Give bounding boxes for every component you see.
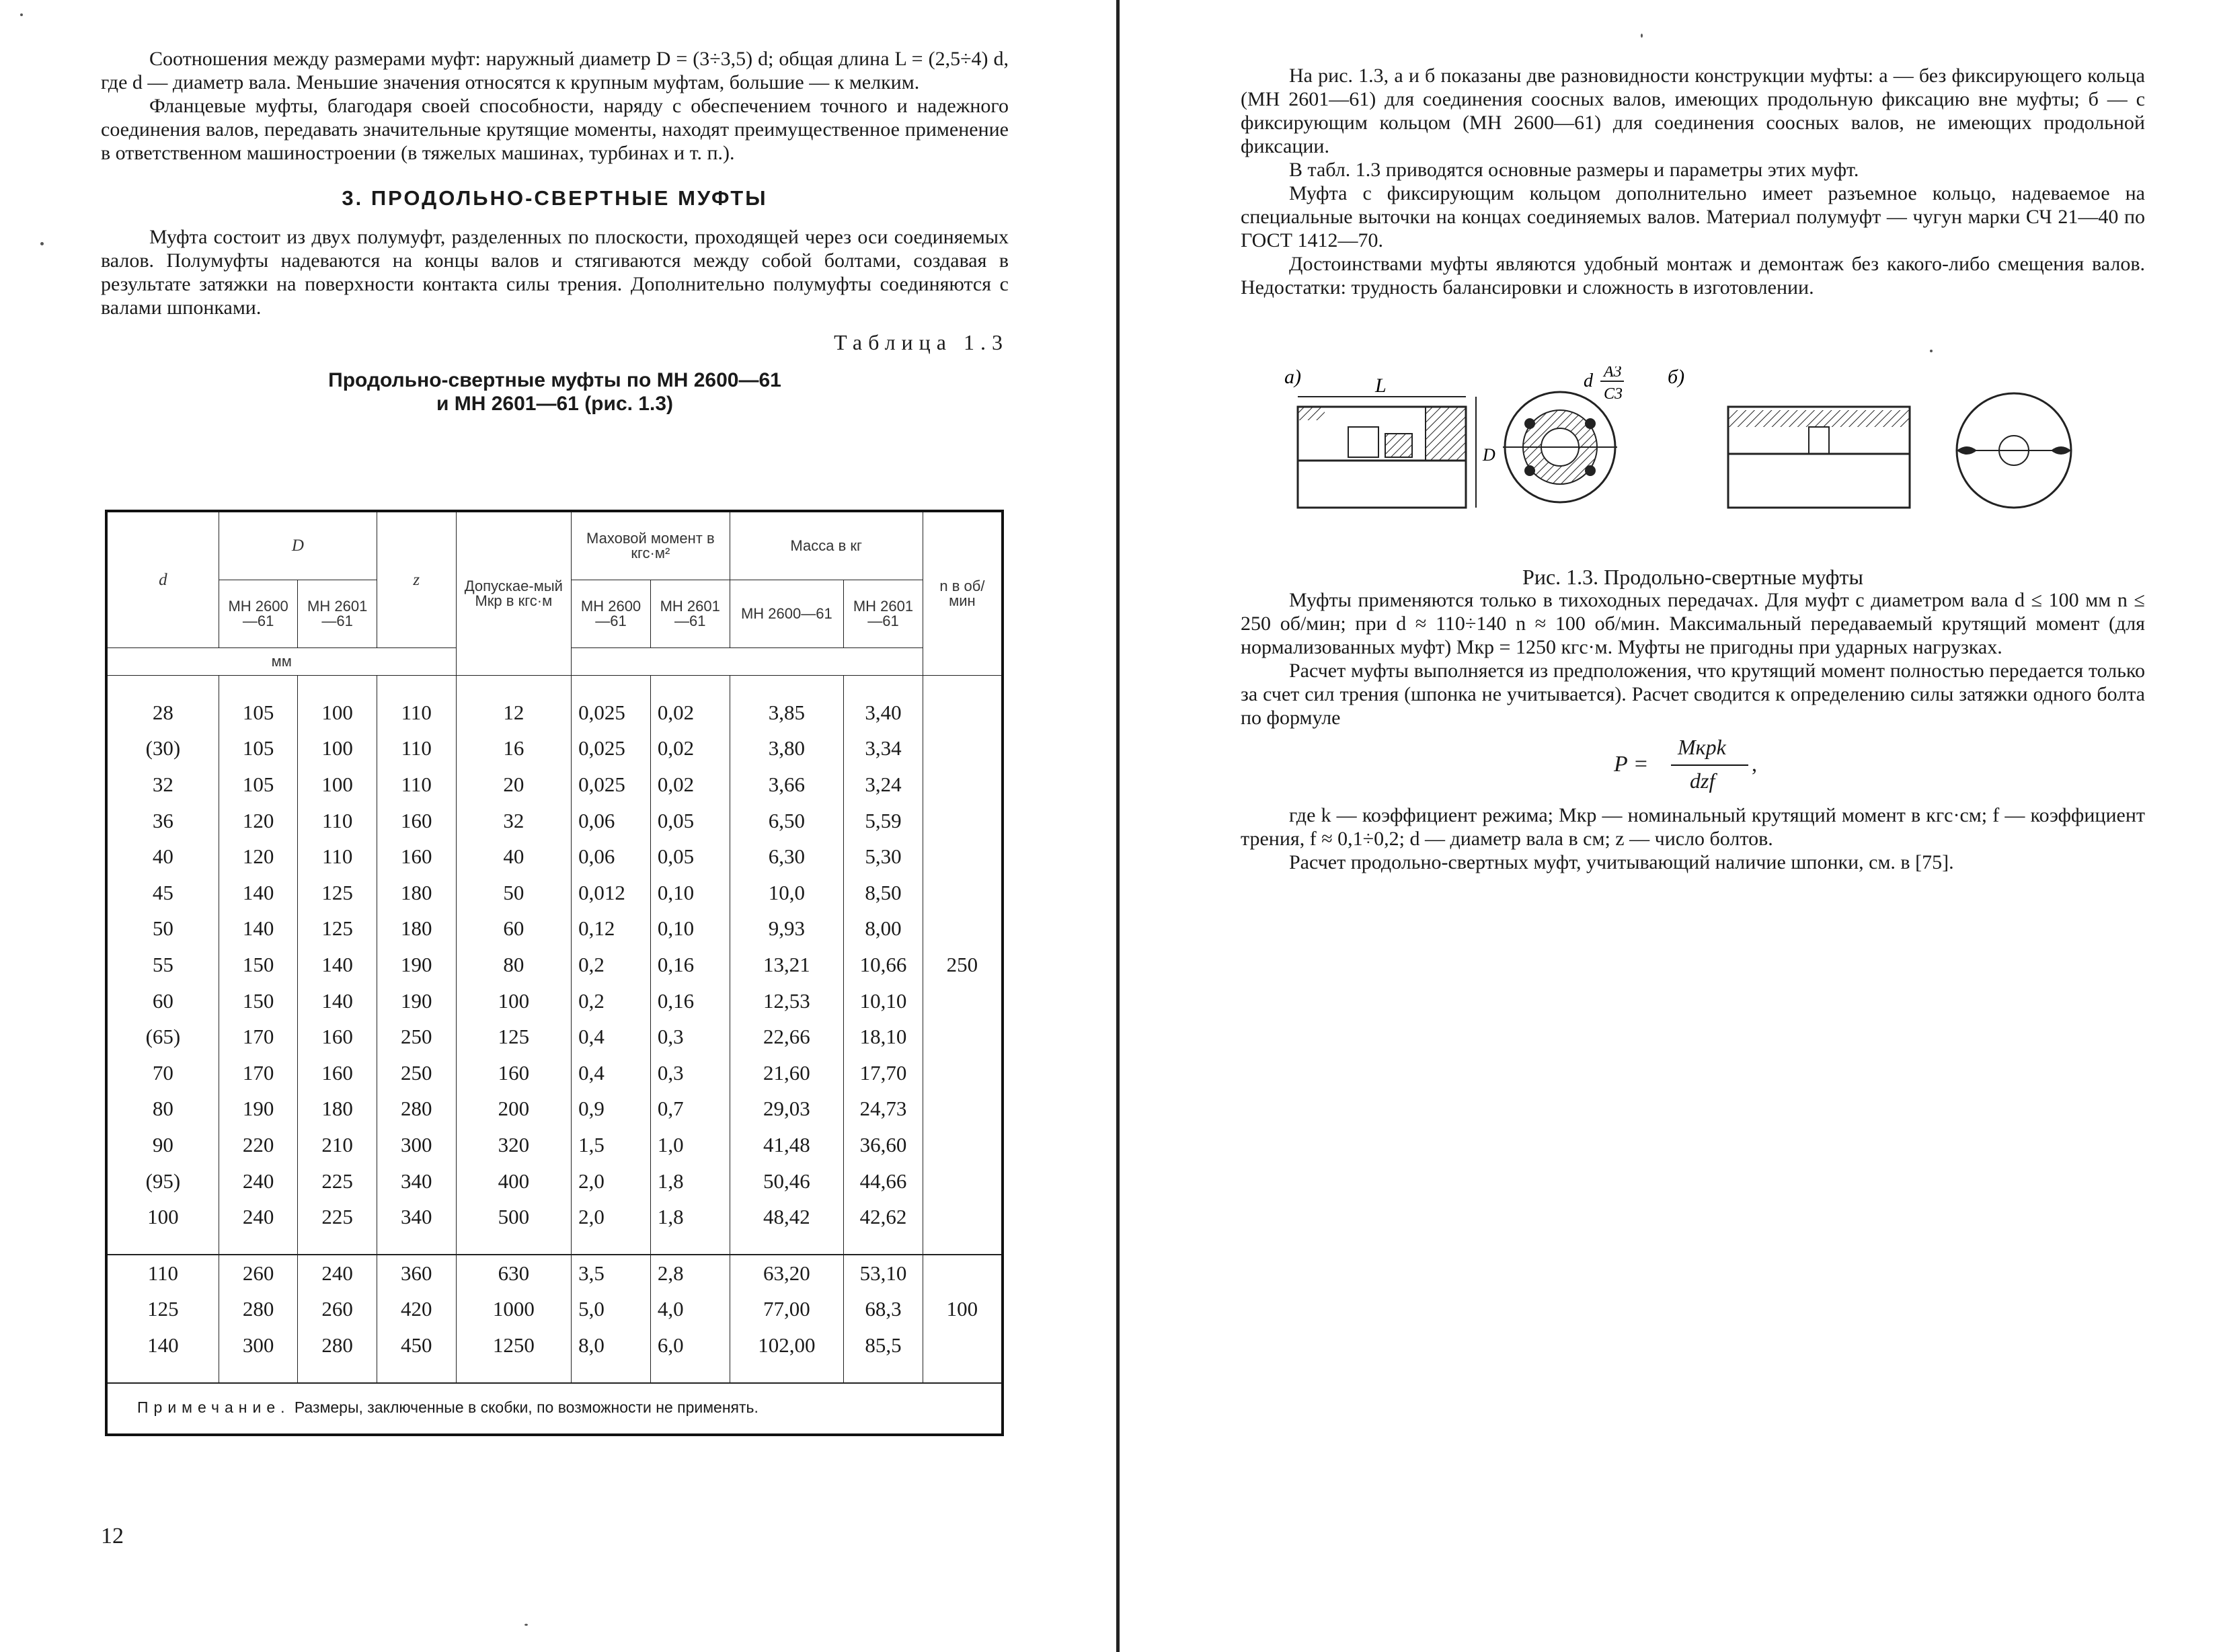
table-cell: 140 xyxy=(106,1327,219,1364)
table-cell: 80 xyxy=(456,947,572,983)
table-cell: 260 xyxy=(219,1255,298,1292)
table-row xyxy=(106,838,1003,875)
table-cell: 8,0 xyxy=(572,1327,651,1364)
header-mn2601: МН 2601—61 xyxy=(298,580,377,648)
table-cell: 40 xyxy=(456,838,572,875)
scan-speck xyxy=(20,13,23,16)
table-cell: 5,59 xyxy=(844,803,923,839)
table-cell: 18,10 xyxy=(844,1019,923,1055)
table-cell: 100 xyxy=(298,731,377,767)
table-cell: 0,025 xyxy=(572,766,651,803)
table-row xyxy=(106,1327,1003,1364)
header-D: D xyxy=(219,511,377,580)
table-cell: 53,10 xyxy=(844,1255,923,1292)
table-row xyxy=(106,1055,1003,1091)
table-spacer-cell xyxy=(730,1364,843,1383)
table-cell: 12,53 xyxy=(730,983,843,1019)
fig-dim-L: L xyxy=(1375,375,1387,397)
coupling-b-end-view xyxy=(1957,393,2071,508)
table-cell: 240 xyxy=(298,1255,377,1292)
table-cell: 100 xyxy=(106,1199,219,1235)
table-cell: 420 xyxy=(377,1292,456,1328)
header-mn2601: МН 2601—61 xyxy=(650,580,730,648)
table-cell: 1,5 xyxy=(572,1127,651,1163)
table-spacer-cell xyxy=(456,676,572,695)
coupling-b-side-view xyxy=(1728,407,1910,508)
left-page xyxy=(101,47,1009,1634)
table-cell: 105 xyxy=(219,766,298,803)
table-cell: 32 xyxy=(106,766,219,803)
right-page xyxy=(1241,64,2145,1005)
table-cell: 63,20 xyxy=(730,1255,843,1292)
figure-caption: Рис. 1.3. Продольно-свертные муфты xyxy=(1522,565,1863,589)
table-cell: 225 xyxy=(298,1199,377,1235)
table-cell: 10,66 xyxy=(844,947,923,983)
table-cell: 80 xyxy=(106,1091,219,1128)
table-cell: 190 xyxy=(219,1091,298,1128)
table-cell: 0,3 xyxy=(650,1019,730,1055)
table-spacer-cell xyxy=(298,676,377,695)
table-cell: 110 xyxy=(106,1255,219,1292)
table-cell: 100 xyxy=(298,766,377,803)
table-cell: 0,16 xyxy=(650,947,730,983)
table-cell: 0,06 xyxy=(572,803,651,839)
table-cell: 200 xyxy=(456,1091,572,1128)
table-cell: 50 xyxy=(106,911,219,947)
table-cell-n: 250 xyxy=(923,695,1003,1235)
table-cell: 0,06 xyxy=(572,838,651,875)
table-spacer-cell xyxy=(106,1235,219,1255)
table-spacer-cell xyxy=(923,1235,1003,1255)
table-cell: 90 xyxy=(106,1127,219,1163)
table-cell: 120 xyxy=(219,838,298,875)
table-cell: 6,30 xyxy=(730,838,843,875)
table-cell: 110 xyxy=(377,766,456,803)
table-cell: 3,34 xyxy=(844,731,923,767)
table-cell: 280 xyxy=(298,1327,377,1364)
table-spacer-cell xyxy=(650,1364,730,1383)
paragraph: Расчет продольно-свертных муфт, учитывающий наличие шпонки, см. в [75]. xyxy=(1289,851,1954,873)
table-cell: 500 xyxy=(456,1199,572,1235)
table-cell: 0,12 xyxy=(572,911,651,947)
table-cell: 36 xyxy=(106,803,219,839)
table-row xyxy=(106,1163,1003,1199)
fig-dim-D: D xyxy=(1483,445,1495,465)
table-cell: 40 xyxy=(106,838,219,875)
table-cell: 3,85 xyxy=(730,695,843,731)
table-cell: 220 xyxy=(219,1127,298,1163)
table-cell: 4,0 xyxy=(650,1292,730,1328)
table-cell: 21,60 xyxy=(730,1055,843,1091)
table-cell: 630 xyxy=(456,1255,572,1292)
table-cell: 210 xyxy=(298,1127,377,1163)
table-spacer-cell xyxy=(923,1364,1003,1383)
table-cell: 0,012 xyxy=(572,875,651,911)
table-spacer xyxy=(106,1235,1003,1255)
table-note xyxy=(106,1383,1003,1435)
table-cell: 55 xyxy=(106,947,219,983)
table-cell: 105 xyxy=(219,695,298,731)
table-cell: 110 xyxy=(298,838,377,875)
paragraph: На рис. 1.3, а и б показаны две разновидности конструкции муфты: а — без фиксирующего кольца (МН 2601—61) для соединения соосных валов, имеющих продольную фиксацию вне муфты; б — с фиксирующим кольцом (МН 2600—61) для соединения соосных валов, не имеющих продольной фиксации. xyxy=(1241,65,2145,157)
table-spacer-cell xyxy=(650,676,730,695)
table-cell: 340 xyxy=(377,1163,456,1199)
table-cell: 60 xyxy=(456,911,572,947)
table-cell: 2,0 xyxy=(572,1199,651,1235)
table-cell: 140 xyxy=(219,911,298,947)
table-cell: (30) xyxy=(106,731,219,767)
table-cell: 16 xyxy=(456,731,572,767)
table-cell: 24,73 xyxy=(844,1091,923,1128)
table-cell: 0,2 xyxy=(572,947,651,983)
table-spacer-cell xyxy=(219,676,298,695)
table-caption-line: и МН 2601—61 (рис. 1.3) xyxy=(436,393,674,415)
table-row xyxy=(106,1292,1003,1328)
table-cell: 12 xyxy=(456,695,572,731)
paragraph: где k — коэффициент режима; Mкр — номинальный крутящий момент в кгс·см; f — коэффициент трения, f ≈ 0,1÷0,2; d — диаметр вала в см; z — число болтов. xyxy=(1241,804,2145,850)
section-title: 3. ПРОДОЛЬНО-СВЕРТНЫЕ МУФТЫ xyxy=(342,186,768,210)
table-cell: 48,42 xyxy=(730,1199,843,1235)
table-cell: 150 xyxy=(219,947,298,983)
table-row xyxy=(106,947,1003,983)
table-cell: 0,4 xyxy=(572,1055,651,1091)
table-cell: 0,025 xyxy=(572,731,651,767)
table-cell: 450 xyxy=(377,1327,456,1364)
table-cell: 6,50 xyxy=(730,803,843,839)
table-cell: 3,66 xyxy=(730,766,843,803)
paragraph: Муфта с фиксирующим кольцом дополнительно имеет разъемное кольцо, надеваемое на специальные выточки на концах соединяемых валов. Материал полумуфт — чугун марки СЧ 21—40 по ГОСТ 1412—70. xyxy=(1241,182,2145,251)
header-blank xyxy=(572,648,923,676)
table-cell: 3,24 xyxy=(844,766,923,803)
table-cell: 110 xyxy=(377,731,456,767)
fig-label-b: б) xyxy=(1668,366,1685,388)
table-cell: 250 xyxy=(377,1055,456,1091)
table-cell: 160 xyxy=(377,803,456,839)
header-mass: Масса в кг xyxy=(730,511,923,580)
table-cell: 36,60 xyxy=(844,1127,923,1163)
table-cell: (95) xyxy=(106,1163,219,1199)
header-mn2600: МН 2600—61 xyxy=(572,580,651,648)
table-cell: 0,10 xyxy=(650,911,730,947)
table-row xyxy=(106,911,1003,947)
table-spacer-cell xyxy=(844,676,923,695)
table-cell: 150 xyxy=(219,983,298,1019)
fig-dim-d: d xyxy=(1584,370,1593,391)
table-cell: 45 xyxy=(106,875,219,911)
table-cell: 100 xyxy=(456,983,572,1019)
table-cell: 125 xyxy=(298,875,377,911)
table-row xyxy=(106,766,1003,803)
table-cell: 70 xyxy=(106,1055,219,1091)
table-spacer xyxy=(106,1364,1003,1383)
table-cell: 42,62 xyxy=(844,1199,923,1235)
table-cell: 0,025 xyxy=(572,695,651,731)
table-spacer-cell xyxy=(377,676,456,695)
table-spacer-cell xyxy=(219,1235,298,1255)
table-cell: 160 xyxy=(298,1055,377,1091)
table-cell: 77,00 xyxy=(730,1292,843,1328)
table-cell: 125 xyxy=(298,911,377,947)
table-cell: 41,48 xyxy=(730,1127,843,1163)
table-caption-line: Продольно-свертные муфты по МН 2600—61 xyxy=(328,369,781,391)
paragraph: Муфты применяются только в тихоходных передачах. Для муфт с диаметром вала d ≤ 100 мм n ≤ 250 об/мин; при d ≈ 110÷140 n ≈ 100 об/мин. Максимальный передаваемый крутящий момент (для нормализованных муфт) Mкр = 1250 кгс·м. Муфты не пригодны при ударных нагрузках. xyxy=(1241,589,2145,658)
formula-lhs: P = xyxy=(1614,752,1649,777)
table-cell: 180 xyxy=(377,875,456,911)
table-cell: 8,00 xyxy=(844,911,923,947)
table-spacer-cell xyxy=(844,1364,923,1383)
formula-comma: , xyxy=(1752,752,1757,776)
table-cell: 0,02 xyxy=(650,731,730,767)
table-cell: 170 xyxy=(219,1019,298,1055)
table-cell: 105 xyxy=(219,731,298,767)
header-moment: Маховой момент в кгс·м² xyxy=(572,511,730,580)
table-cell: 180 xyxy=(298,1091,377,1128)
table-cell: 180 xyxy=(377,911,456,947)
note-text: Размеры, заключенные в скобки, по возможности не применять. xyxy=(294,1398,758,1416)
table-cell: 340 xyxy=(377,1199,456,1235)
table-cell: 0,7 xyxy=(650,1091,730,1128)
table-cell: 240 xyxy=(219,1163,298,1199)
table-cell: 280 xyxy=(377,1091,456,1128)
table-cell: 125 xyxy=(456,1019,572,1055)
table-cell: 0,02 xyxy=(650,766,730,803)
table-cell: 10,10 xyxy=(844,983,923,1019)
table-row xyxy=(106,1019,1003,1055)
table-cell: (65) xyxy=(106,1019,219,1055)
table-cell: 1,8 xyxy=(650,1199,730,1235)
table-cell: 120 xyxy=(219,803,298,839)
table-spacer-cell xyxy=(298,1364,377,1383)
table-spacer-cell xyxy=(730,1235,843,1255)
paragraph: Достоинствами муфты являются удобный монтаж и демонтаж без какого-либо смещения валов. Недостатки: трудность балансировки и сложность в изготовлении. xyxy=(1241,253,2145,299)
header-n: n в об/мин xyxy=(923,511,1003,676)
table-row xyxy=(106,1199,1003,1235)
table-cell: 1000 xyxy=(456,1292,572,1328)
table-cell: 0,05 xyxy=(650,838,730,875)
table-cell: 160 xyxy=(456,1055,572,1091)
fig-fit-A3: A3 xyxy=(1604,366,1622,381)
table-spacer-cell xyxy=(456,1364,572,1383)
table-cell: 29,03 xyxy=(730,1091,843,1128)
formula-denominator: dzf xyxy=(1690,769,1715,793)
fig-fit-C3: C3 xyxy=(1604,385,1623,403)
paragraph: Расчет муфты выполняется из предположения, что крутящий момент полностью передается только за счет сил трения (шпонка не учитывается). Расчет сводится к определению силы затяжки одного болта по формуле xyxy=(1241,660,2145,729)
table-cell: 8,50 xyxy=(844,875,923,911)
table-cell: 10,0 xyxy=(730,875,843,911)
table-cell: 1,0 xyxy=(650,1127,730,1163)
table-cell: 20 xyxy=(456,766,572,803)
table-cell: 100 xyxy=(298,695,377,731)
table-cell: 190 xyxy=(377,983,456,1019)
table-spacer-cell xyxy=(923,676,1003,695)
formula xyxy=(1241,730,2145,803)
table-cell: 1250 xyxy=(456,1327,572,1364)
table-cell: 50,46 xyxy=(730,1163,843,1199)
table-cell: 225 xyxy=(298,1163,377,1199)
table-cell: 13,21 xyxy=(730,947,843,983)
table-label: Таблица 1.3 xyxy=(834,330,1009,354)
table-cell: 85,5 xyxy=(844,1327,923,1364)
scan-speck xyxy=(1930,350,1933,352)
table-cell: 0,9 xyxy=(572,1091,651,1128)
table-caption xyxy=(101,368,1009,416)
table-cell: 400 xyxy=(456,1163,572,1199)
scan-speck xyxy=(40,242,44,245)
table-cell: 360 xyxy=(377,1255,456,1292)
note-head: Примечание. xyxy=(137,1398,290,1416)
table-row xyxy=(106,695,1003,731)
table-cell: 0,2 xyxy=(572,983,651,1019)
table-spacer xyxy=(106,676,1003,695)
coupling-a-end-view xyxy=(1503,366,1624,502)
table-cell: 44,66 xyxy=(844,1163,923,1199)
header-mn2600: МН 2600—61 xyxy=(730,580,843,648)
header-z: z xyxy=(377,511,456,648)
table-cell: 60 xyxy=(106,983,219,1019)
paragraph: Муфта состоит из двух полумуфт, разделенных по плоскости, проходящей через оси соединяемых валов. Полумуфты надеваются на концы валов и стягиваются между собой болтами, создавая в результате затяжки на поверхности контакта силы трения. Дополнительно полумуфты соединяются с валами шпонками. xyxy=(101,226,1009,319)
table-spacer-cell xyxy=(572,1235,651,1255)
table-cell: 0,3 xyxy=(650,1055,730,1091)
table-cell: 160 xyxy=(298,1019,377,1055)
table-cell: 0,02 xyxy=(650,695,730,731)
table-spacer-cell xyxy=(377,1235,456,1255)
formula-fraction-bar xyxy=(1671,764,1748,766)
table-cell: 240 xyxy=(219,1199,298,1235)
paragraph: Соотношения между размерами муфт: наружный диаметр D = (3÷3,5) d; общая длина L = (2,5÷4) d, где d — диаметр вала. Меньшие значения относятся к крупным муфтам, большие — к мелким. xyxy=(101,48,1009,93)
table-cell: 300 xyxy=(219,1327,298,1364)
table-spacer-cell xyxy=(650,1235,730,1255)
table-cell: 0,4 xyxy=(572,1019,651,1055)
table-cell: 68,3 xyxy=(844,1292,923,1328)
table-row xyxy=(106,1127,1003,1163)
table-cell: 280 xyxy=(219,1292,298,1328)
table-spacer-cell xyxy=(298,1235,377,1255)
table-spacer-cell xyxy=(219,1364,298,1383)
table-cell: 1,8 xyxy=(650,1163,730,1199)
table-spacer-cell xyxy=(572,1364,651,1383)
table-cell: 2,0 xyxy=(572,1163,651,1199)
header-mn2600: МН 2600—61 xyxy=(219,580,298,648)
table-spacer-cell xyxy=(572,676,651,695)
table-row xyxy=(106,1091,1003,1128)
table-row xyxy=(106,875,1003,911)
table-spacer-cell xyxy=(844,1235,923,1255)
table-cell: 17,70 xyxy=(844,1055,923,1091)
table-spacer-cell xyxy=(106,1364,219,1383)
table-cell: 320 xyxy=(456,1127,572,1163)
table-cell: 125 xyxy=(106,1292,219,1328)
table-cell: 102,00 xyxy=(730,1327,843,1364)
table-cell: 160 xyxy=(377,838,456,875)
table-cell: 0,05 xyxy=(650,803,730,839)
paragraph: В табл. 1.3 приводятся основные размеры и параметры этих муфт. xyxy=(1289,159,1859,181)
table-cell-n: 100 xyxy=(923,1255,1003,1364)
coupling-table xyxy=(105,510,1004,1436)
fig-label-a: а) xyxy=(1284,366,1301,388)
scan-speck xyxy=(524,1624,528,1626)
table-spacer-cell xyxy=(456,1235,572,1255)
table-spacer-cell xyxy=(377,1364,456,1383)
header-torque: Допускае-мый Mкр в кгс·м xyxy=(456,511,572,676)
table-cell: 5,30 xyxy=(844,838,923,875)
table-cell: 32 xyxy=(456,803,572,839)
table-cell: 3,80 xyxy=(730,731,843,767)
header-mm: мм xyxy=(106,648,456,676)
formula-numerator: Mкрk xyxy=(1678,735,1726,759)
table-cell: 300 xyxy=(377,1127,456,1163)
table-cell: 110 xyxy=(377,695,456,731)
table-row xyxy=(106,731,1003,767)
table-cell: 2,8 xyxy=(650,1255,730,1292)
header-d: d xyxy=(106,511,219,648)
table-row xyxy=(106,983,1003,1019)
scan-speck xyxy=(1641,34,1643,38)
table-cell: 9,93 xyxy=(730,911,843,947)
header-mn2601: МН 2601—61 xyxy=(844,580,923,648)
coupling-a-side-view xyxy=(1298,375,1495,508)
table-cell: 170 xyxy=(219,1055,298,1091)
table-row xyxy=(106,1255,1003,1292)
table-cell: 3,40 xyxy=(844,695,923,731)
table-cell: 50 xyxy=(456,875,572,911)
page-number: 12 xyxy=(101,1524,124,1548)
table-cell: 190 xyxy=(377,947,456,983)
table-cell: 250 xyxy=(377,1019,456,1055)
table-cell: 0,10 xyxy=(650,875,730,911)
table-cell: 22,66 xyxy=(730,1019,843,1055)
table-cell: 5,0 xyxy=(572,1292,651,1328)
book-gutter xyxy=(1116,0,1120,1652)
paragraph: Фланцевые муфты, благодаря своей способности, наряду с обеспечением точного и надежного соединения валов, передавать значительные крутящие моменты, находят преимущественное применение в ответственном машиностроении (в тяжелых машинах, турбинах и т. п.). xyxy=(101,95,1009,164)
table-cell: 3,5 xyxy=(572,1255,651,1292)
table-cell: 28 xyxy=(106,695,219,731)
table-cell: 6,0 xyxy=(650,1327,730,1364)
table-cell: 140 xyxy=(298,983,377,1019)
table-body xyxy=(106,676,1003,1383)
table-cell: 140 xyxy=(298,947,377,983)
table-spacer-cell xyxy=(730,676,843,695)
table-cell: 0,16 xyxy=(650,983,730,1019)
table-cell: 260 xyxy=(298,1292,377,1328)
table-cell: 140 xyxy=(219,875,298,911)
table-cell: 110 xyxy=(298,803,377,839)
table-row xyxy=(106,803,1003,839)
table-spacer-cell xyxy=(106,676,219,695)
